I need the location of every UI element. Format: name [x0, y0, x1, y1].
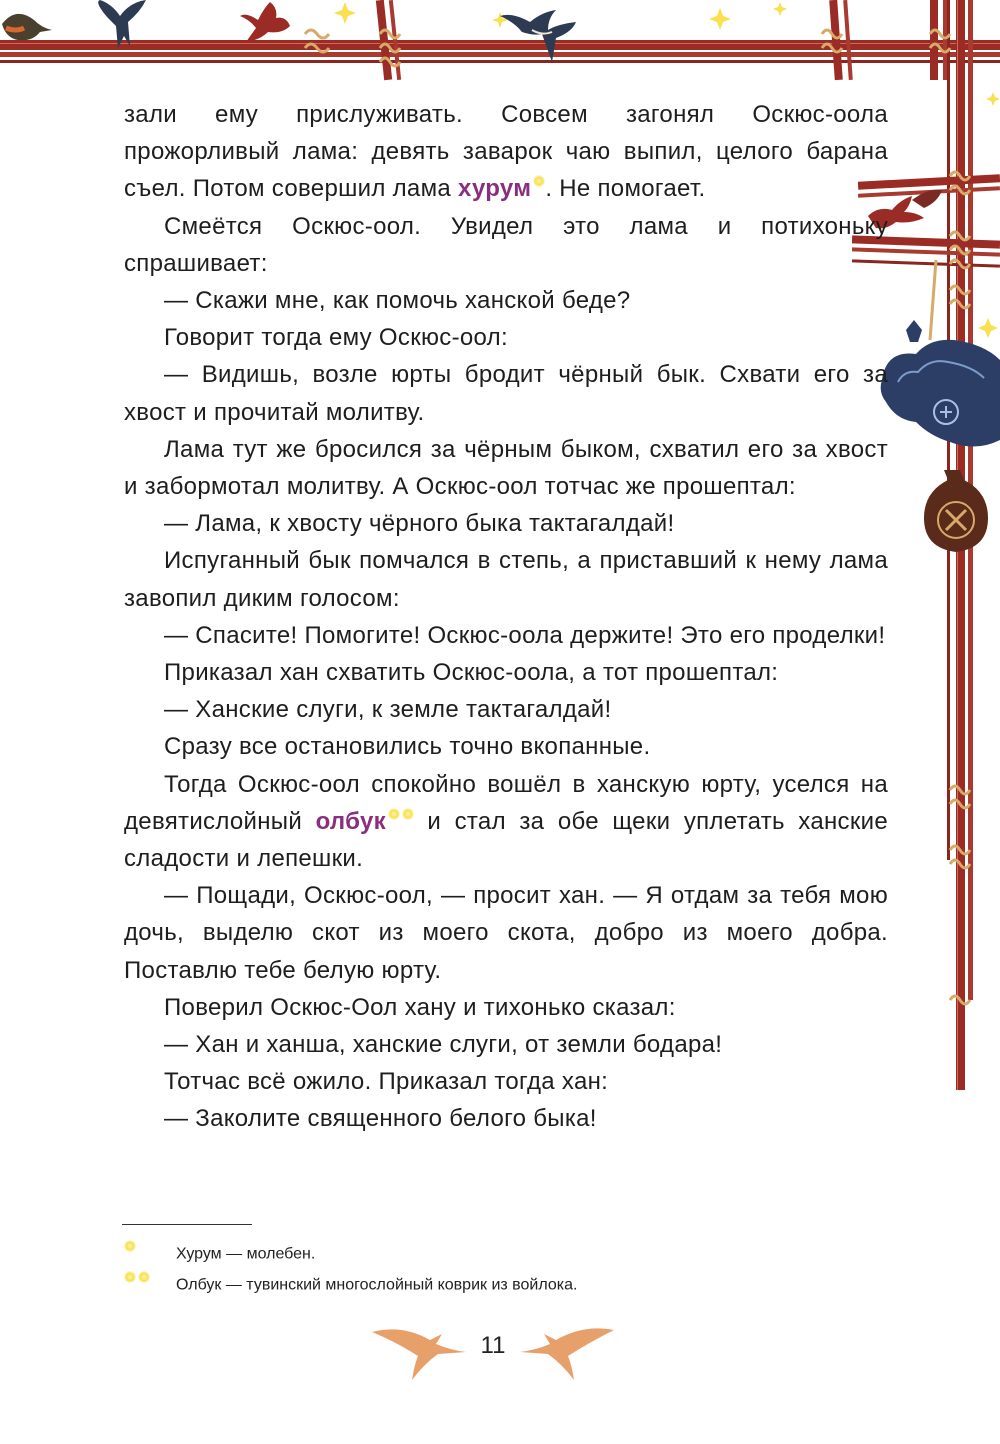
paragraph: зали ему прислуживать. Совсем загонял Оскюс-оола прожорливый лама: девять заварок чаю выпил, целого барана съел. Потом совершил лама хурум . Не помогает.: [124, 101, 888, 203]
star-icon: [124, 1271, 136, 1283]
footnote: Олбук — тувинский многослойный коврик из войлока.: [122, 1271, 577, 1294]
paragraph: Испуганный бык помчался в степь, а приставший к нему лама завопил диким голосом:: [124, 547, 888, 612]
paragraph: Тогда Оскюс-оол спокойно вошёл в ханскую юрту, уселся на девятислойный олбук и стал за обе щеки уплетать ханские сладости и лепешки.: [124, 770, 888, 873]
paragraph: Тотчас всё ожило. Приказал тогда хан:: [164, 1068, 609, 1096]
paragraph: Говорит тогда ему Оскюс-оол:: [164, 324, 508, 352]
pouch-icon: [881, 320, 1000, 447]
keyword-khurum: хурум: [458, 175, 532, 203]
flask-icon: [924, 470, 988, 552]
paragraph: Поверил Оскюс-Оол хану и тихонько сказал:: [164, 993, 676, 1021]
paragraph: — Видишь, возле юрты бродит чёрный бык. Схвати его за хвост и прочитай молитву.: [124, 361, 888, 426]
page-number: 11: [480, 1332, 506, 1359]
paragraph: — Ханские слуги, к земле тактагалдай!: [164, 696, 612, 724]
paragraph: — Пощади, Оскюс-оол, — просит хан. — Я отдам за тебя мою дочь, выделю скот из моего скота, добро из моего добра. Поставлю тебе белую юрту.: [124, 882, 888, 984]
paragraph: Смеётся Оскюс-оол. Увидел это лама и потихоньку спрашивает:: [124, 212, 888, 277]
star-icon: [388, 808, 400, 820]
story-text: [124, 96, 888, 1138]
paragraph: — Хан и ханша, ханские слуги, от земли бодара!: [164, 1031, 723, 1059]
paragraph: Сразу все остановились точно вкопанные.: [164, 733, 651, 761]
star-icon: [124, 1240, 136, 1252]
star-icon: [402, 808, 414, 820]
keyword-olbuk: олбук: [315, 807, 386, 835]
footnote: Хурум — молебен.: [122, 1240, 315, 1263]
star-icon: [533, 175, 545, 187]
paragraph: — Лама, к хвосту чёрного быка тактагалдай!: [164, 510, 675, 538]
paragraph: Приказал хан схватить Оскюс-оола, а тот прошептал:: [164, 659, 779, 687]
footnote-divider: [122, 1224, 252, 1225]
paragraph: — Спасите! Помогите! Оскюс-оола держите! Это его проделки!: [164, 621, 886, 649]
paragraph: — Заколите священного белого быка!: [164, 1105, 597, 1133]
star-icon: [138, 1271, 150, 1283]
paragraph: Лама тут же бросился за чёрным быком, схватил его за хвост и забормотал молитву. А Оскюс-оол тотчас же прошептал:: [124, 435, 888, 501]
paragraph: — Скажи мне, как помочь ханской беде?: [164, 287, 631, 315]
